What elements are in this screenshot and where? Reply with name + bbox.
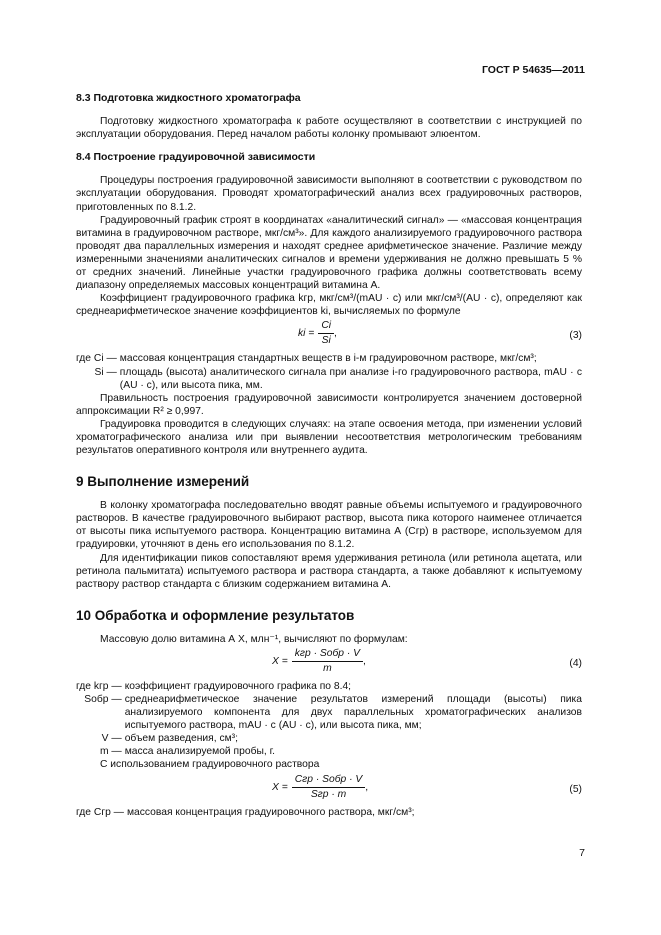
formula-lhs: ki = bbox=[298, 328, 315, 340]
standard-header: ГОСТ Р 54635—2011 bbox=[481, 64, 585, 76]
where-list bbox=[76, 352, 582, 391]
where-value: масса анализируемой пробы, г. bbox=[124, 746, 275, 758]
where-key: Sобр — bbox=[84, 694, 122, 705]
fraction bbox=[292, 773, 369, 801]
formula-5 bbox=[76, 774, 582, 804]
paragraph: Для идентификации пиков сопоставляют время удерживания ретинола (или ретинола ацетата, или ретинола пальмитата) испытуемого раствора и раствора стандарта, а также добавляют к испытуемому раствору раствор стандарта с близким содержанием витамина А. bbox=[76, 552, 582, 590]
paragraph: Коэффициент градуировочного графика kгр, мкг/см³/(mAU · c) или мкг/см³/(AU · c), определяют как среднеарифметическое значение коэффициентов ki, вычисляемых по формуле bbox=[76, 293, 582, 318]
fraction bbox=[318, 320, 334, 347]
paragraph: Градуировочный график строят в координатах «аналитический сигнал» — «массовая концентрация витамина в градуировочном растворе, мкг/см³». Для каждого анализируемого градуировочного раствора проводят два параллельных измерения и находят среднее арифметическое значение. Различие между измеренными значениями аналитических сигналов и времени удерживания не должно превышать 5 % от средних значений. Линейные участки градуировочного графика должны соответствовать всему диапазону определяемых массовых концентраций витамина А. bbox=[76, 214, 582, 292]
denominator: Sгр · m bbox=[310, 788, 347, 800]
where-value: массовая концентрация градуировочного раствора, мкг/см³; bbox=[126, 806, 415, 818]
where-value: среднеарифметическое значение результатов измерений площади (высоты) пика анализируемого компонента для двух параллельных хроматографических анализов испытуемого раствора, mAU · c (AU · c), или высота пика, мм; bbox=[124, 694, 582, 732]
where-value: объем разведения, см³; bbox=[124, 733, 238, 745]
formula-tail: , bbox=[334, 328, 337, 340]
paragraph: С использованием градуировочного раствора bbox=[100, 759, 320, 771]
formula-number: (5) bbox=[569, 783, 582, 795]
numerator: Ci bbox=[318, 320, 334, 334]
where-key: где kгр — bbox=[76, 680, 122, 692]
where-key: m — bbox=[99, 746, 122, 758]
formula-tail: , bbox=[363, 656, 366, 668]
where-list bbox=[76, 806, 582, 819]
paragraph: Процедуры построения градуировочной зависимости выполняют в соответствии с руководством по эксплуатации оборудования. Проводят хроматографический анализ всех градуировочных растворов, приготовленных по 8.1.2. bbox=[76, 175, 582, 213]
section-8-4-heading: 8.4 Построение градуировочной зависимости bbox=[76, 151, 316, 164]
where-key: где Cгр — bbox=[76, 806, 124, 818]
where-key: Si — bbox=[94, 366, 117, 378]
section-10-heading: 10 Обработка и оформление результатов bbox=[76, 607, 355, 623]
fraction bbox=[292, 648, 363, 675]
numerator: kгр · Sобр · V bbox=[292, 648, 363, 662]
denominator: m bbox=[323, 662, 332, 674]
formula-tail: , bbox=[365, 781, 369, 793]
denominator: Si bbox=[321, 335, 331, 347]
where-value: массовая концентрация стандартных веществ в i-м градуировочном растворе, мкг/см³; bbox=[119, 353, 537, 365]
paragraph: В колонку хроматографа последовательно вводят равные объемы испытуемого и градуировочного растворов. В качестве градуировочного выбирают раствор, высота пика которого наименее отличается от высоты пика испытуемого раствора. Концентрацию витамина А (Cгр) в растворе, используемом для градуировки, уточняют в день его использования по 8.1.2. bbox=[76, 500, 582, 551]
formula-4 bbox=[76, 648, 582, 678]
section-9-heading: 9 Выполнение измерений bbox=[76, 474, 250, 490]
formula-lhs: X = bbox=[272, 781, 288, 793]
where-list bbox=[76, 680, 582, 759]
paragraph: Массовую долю витамина А X, млн⁻¹, вычисляют по формулам: bbox=[100, 633, 408, 645]
paragraph: Правильность построения градуировочной зависимости контролируется значением достоверной аппроксимации R² ≥ 0,997. bbox=[76, 392, 582, 417]
formula-lhs: X = bbox=[272, 655, 288, 667]
formula-number: (4) bbox=[569, 657, 582, 669]
section-8-3-heading: 8.3 Подготовка жидкостного хроматографа bbox=[76, 92, 301, 104]
paragraph: Подготовку жидкостного хроматографа к работе осуществляют в соответствии с инструкцией по эксплуатации оборудования. Перед началом работы колонку промывают элюентом. bbox=[76, 116, 582, 141]
numerator: Cгр · Sобр · V bbox=[292, 774, 366, 788]
where-value: коэффициент градуировочного графика по 8.4; bbox=[124, 680, 352, 692]
where-key: где Ci — bbox=[76, 353, 117, 365]
page-number: 7 bbox=[579, 847, 585, 859]
paragraph: Градуировка проводится в следующих случаях: на этапе освоения метода, при изменении условий хроматографического анализа или при выявлении несоответствия метрологическим требованиям результатов оперативного контроля или внутреннего аудита. bbox=[76, 418, 582, 457]
body-text bbox=[76, 92, 582, 819]
formula-number: (3) bbox=[569, 330, 582, 342]
where-key: V — bbox=[101, 733, 122, 745]
where-value: площадь (высота) аналитического сигнала при анализе i-го градуировочного раствора, mAU · c (AU · c), или высота пика, мм. bbox=[119, 366, 582, 391]
formula-3 bbox=[76, 320, 582, 350]
